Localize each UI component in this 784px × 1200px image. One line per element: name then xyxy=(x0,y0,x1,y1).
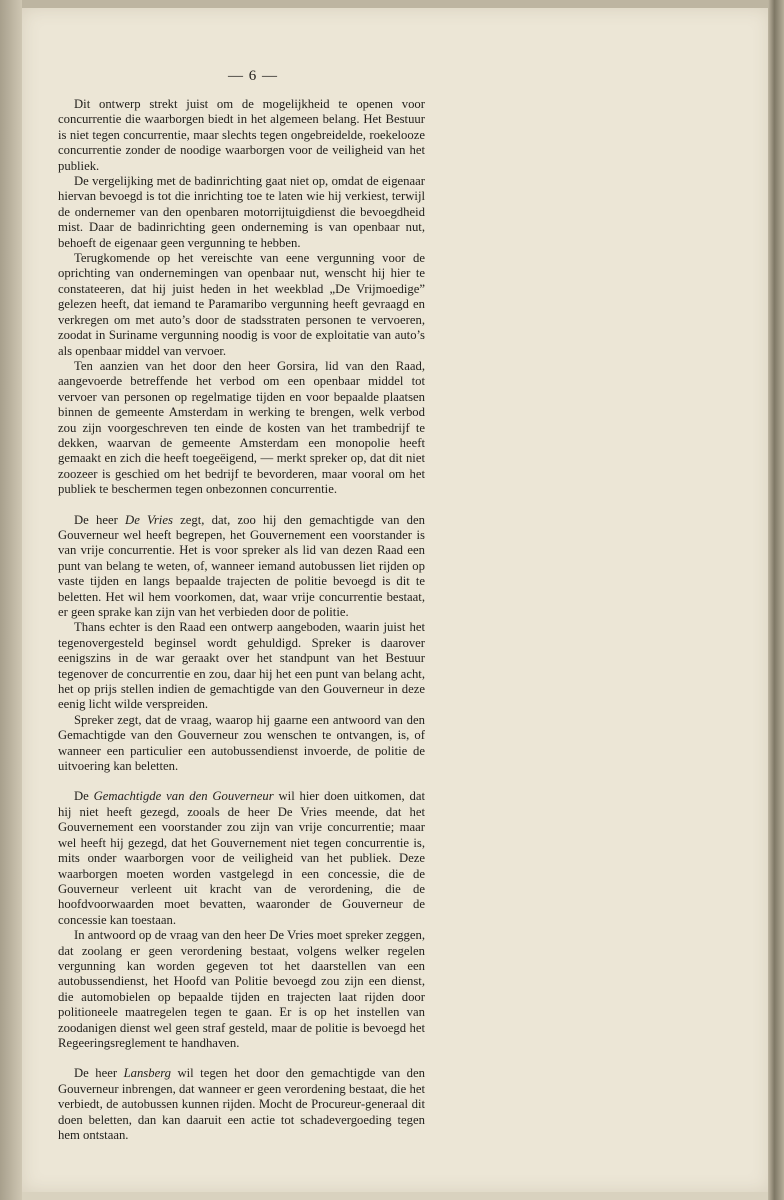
paragraph-lead: De heer xyxy=(74,1066,124,1081)
paragraph-2 xyxy=(58,174,425,251)
paragraph-lead: De xyxy=(74,789,94,804)
paragraph-text: zegt, dat, zoo hij den gemachtigde van den Gouverneur wel heeft begrepen, het Gouvernement een voorstander is van vrije concurrentie. Het is voor spreker als lid van dezen Raad een punt van belang te weten, of, wanneer iemand autobussen liet rijden op vaste tijden en langs bepaalde trajecten de politie bevoegd is dit te beletten. Het wil hem voorkomen, dat, waar vrije concurrentie bestaat, er geen sprake kan zijn van het verbieden door de politie. xyxy=(58,512,425,619)
scan-left-edge xyxy=(0,0,22,1200)
paragraph-7 xyxy=(58,713,425,775)
paragraph-9 xyxy=(58,928,425,1051)
scan-top-edge xyxy=(0,0,784,8)
paragraph-6 xyxy=(58,620,425,712)
page-number: — 6 — xyxy=(228,68,278,84)
paragraph-text: In antwoord op de vraag van den heer De Vries moet spreker zeggen, dat zoolang er geen verordening bestaat, volgens welker regelen vergunning kan worden gegeven tot het daarstellen van een autobussendienst, het Hoofd van Politie bevoegd zou zijn een dienst, die automobielen op bepaalde tijden en trajecten laat rijden door politioneele maatregelen tegen te gaan. Er is op het instellen van zoodanigen dienst wel geen straf gesteld, maar de politie is bevoegd het Regeeringsreglement te handhaven. xyxy=(58,928,425,1050)
speaker-name: Gemachtigde van den Gouverneur xyxy=(93,789,274,804)
paragraph-text: De vergelijking met de badinrichting gaat niet op, omdat de eigenaar hiervan bevoegd is tot die inrichting toe te laten wie hij verkiest, terwijl de ondernemer van den openbaren motorrijtuigdienst die bevoegdheid mist. Daar de badinrichting geen onderneming is van openbaar nut, behoeft de eigenaar geen vergunning te hebben. xyxy=(58,174,425,250)
paragraph-text: Ten aanzien van het door den heer Gorsira, lid van den Raad, aangevoerde betreffende het verbod om een openbaar middel tot vervoer van personen op regelmatige tijden en voor bepaalde plaatsen binnen de gemeente Amsterdam in werking te brengen, welk verbod zou zijn voorgeschreven ten einde de kosten van het trambedrijf te dekken, waarvan de gemeente Amsterdam een monopolie heeft gemaakt en zich die heeft toegeëigend, — merkt spreker op, dat dit niet zoozeer is geschied om het bedrijf te bevorderen, maar vooral om het publiek te beschermen tegen onbezonnen concurrentie. xyxy=(58,358,425,497)
paragraph-text: Thans echter is den Raad een ontwerp aangeboden, waarin juist het tegenovergesteld beginsel wordt gehuldigd. Spreker is daarover eenigszins in de war geraakt over het standpunt van het Bestuur tegenover de concurrentie en zou, daar hij het een punt van belang acht, het op prijs stellen indien de gemachtigde van den Gouverneur in deze eenig licht wilde verspreiden. xyxy=(58,620,425,712)
text-column xyxy=(58,97,425,1143)
book-spine-edge xyxy=(768,0,784,1200)
paragraph-text: Dit ontwerp strekt juist om de mogelijkheid te openen voor concurrentie die waarborgen biedt in het algemeen belang. Het Bestuur is niet tegen concurrentie, maar slechts tegen ongebreidelde, roekelooze concurrentie zonder de noodige waarborgen voor de veiligheid van het publiek. xyxy=(58,97,425,173)
paragraph-lead: De heer xyxy=(74,512,126,527)
paragraph-text: Spreker zegt, dat de vraag, waarop hij gaarne een antwoord van den Gemachtigde van den Gouverneur zou wenschen te ontvangen, is, of wanneer een particulier een autobussendienst invoerde, de politie de uitvoering kan beletten. xyxy=(58,712,425,774)
paragraph-1 xyxy=(58,97,425,174)
paragraph-4 xyxy=(58,359,425,498)
paragraph-10 xyxy=(58,1066,425,1143)
paragraph-8 xyxy=(58,789,425,928)
paragraph-5 xyxy=(58,513,425,621)
document-page xyxy=(22,8,770,1192)
paragraph-text: wil hier doen uitkomen, dat hij niet heeft gezegd, zooals de heer De Vries meende, dat het Gouvernement een voorstander zou zijn van vrije concurrentie; maar wel heeft hij gezegd, dat het Gouvernement niet tegen concurrentie is, mits onder waarborgen voor de veiligheid van het publiek. Deze waarborgen moeten worden vastgelegd in een concessie, die de Gouverneur verleent uit kracht van de verordening, die de hoofdvoorwaarden moet bevatten, waaronder de Gouverneur de concessie kan toestaan. xyxy=(58,789,425,927)
paragraph-text: Terugkomende op het vereischte van eene vergunning voor de oprichting van ondernemingen van openbaar nut, wenscht hij hier te constateeren, dat hij juist heden in het weekblad „De Vrijmoedige” gelezen heeft, dat iemand te Paramaribo vergunning heeft gevraagd en verkregen om met auto’s door de stadsstraten personen te vervoeren, zoodat in Suriname vergunning noodig is voor de exploitatie van auto’s als openbaar middel van vervoer. xyxy=(58,251,425,358)
speaker-name: De Vries xyxy=(125,512,173,527)
paragraph-text: wil tegen het door den gemachtigde van den Gouverneur inbrengen, dat wanneer er geen verordening bestaat, die het verbiedt, de autobussen kunnen rijden. Mocht de Procureur-generaal dit doen beletten, dan kan daaruit een actie tot schadevergoeding tegen hem ontstaan. xyxy=(58,1066,425,1142)
paragraph-3 xyxy=(58,251,425,359)
speaker-name: Lansberg xyxy=(123,1066,172,1081)
